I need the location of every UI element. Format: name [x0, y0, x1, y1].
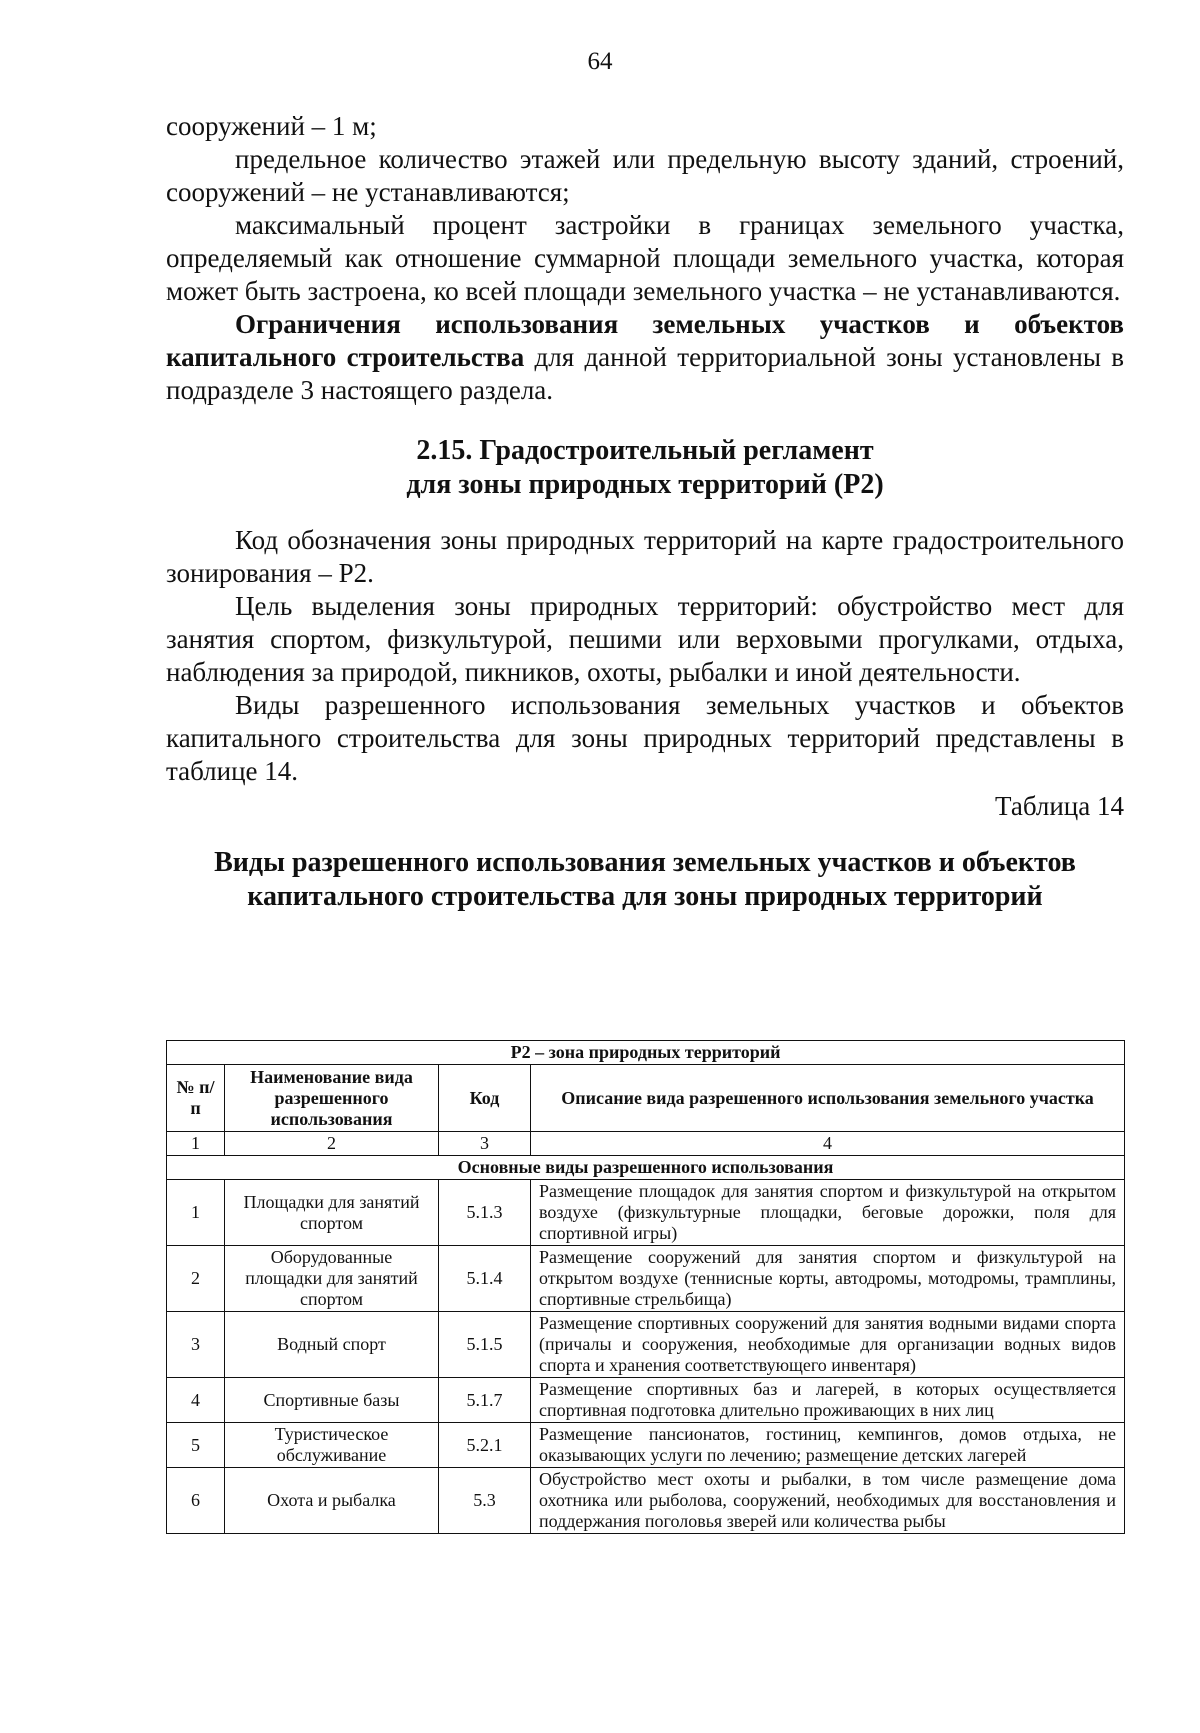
- zone-header: Р2 – зона природных территорий: [167, 1041, 1125, 1065]
- row-num: 1: [167, 1180, 225, 1246]
- row-name: Туристическое обслуживание: [225, 1423, 439, 1468]
- section-paragraph-3: Виды разрешенного использования земельных участков и объектов капитального строительства для зоны природных территорий представлены в таблице 14.: [166, 690, 1124, 786]
- row-desc: Размещение спортивных сооружений для занятия водными видами спорта (причалы и сооружения, необходимые для организации водных видов спорта и хранения соответствующего инвентаря): [531, 1312, 1125, 1378]
- row-desc: Размещение площадок для занятия спортом и физкультурой на открытом воздухе (физкультурные площадки, беговые дорожки, поля для спортивной игры): [531, 1180, 1125, 1246]
- land-use-table: [166, 1040, 1125, 1534]
- row-name: Охота и рыбалка: [225, 1468, 439, 1534]
- row-desc: Размещение пансионатов, гостиниц, кемпингов, домов отдыха, не оказывающих услуги по лечению; размещение детских лагерей: [531, 1423, 1125, 1468]
- zone-header-row: [167, 1041, 1125, 1065]
- row-num: 5: [167, 1423, 225, 1468]
- column-number-row: [167, 1132, 1125, 1156]
- paragraph-1: сооружений – 1 м;: [166, 111, 377, 141]
- table-title-line-2: капитального строительства для зоны природных территорий: [247, 881, 1043, 912]
- header-desc: Описание вида разрешенного использования земельного участка: [531, 1065, 1125, 1132]
- row-num: 6: [167, 1468, 225, 1534]
- page-number: 64: [587, 48, 613, 75]
- table-row: [167, 1378, 1125, 1423]
- column-number: 4: [531, 1132, 1125, 1156]
- paragraph-2: предельное количество этажей или предельную высоту зданий, строений, сооружений – не устанавливаются;: [166, 144, 1124, 207]
- table-title: [166, 846, 1124, 914]
- table-title-line-1: Виды разрешенного использования земельных участков и объектов: [214, 847, 1076, 878]
- table-row: [167, 1468, 1125, 1534]
- section-paragraph-1: Код обозначения зоны природных территорий на карте градостроительного зонирования – Р2.: [166, 525, 1124, 588]
- row-desc: Обустройство мест охоты и рыбалки, в том числе размещение дома охотника или рыболова, сооружений, необходимых для восстановления и поддержания поголовья зверей или количества рыбы: [531, 1468, 1125, 1534]
- paragraph-4: [166, 308, 1124, 407]
- header-code: Код: [439, 1065, 531, 1132]
- row-code: 5.1.4: [439, 1246, 531, 1312]
- column-number: 2: [225, 1132, 439, 1156]
- row-code: 5.1.7: [439, 1378, 531, 1423]
- row-name: Водный спорт: [225, 1312, 439, 1378]
- section-paragraph-2: Цель выделения зоны природных территорий: обустройство мест для занятия спортом, физкультурой, пешими или верховыми прогулками, отдыха, наблюдения за природой, пикников, охоты, рыбалки и иной деятельности.: [166, 591, 1124, 687]
- group-header-row: [167, 1156, 1125, 1180]
- section-title: [166, 434, 1124, 502]
- row-num: 2: [167, 1246, 225, 1312]
- row-name: Площадки для занятий спортом: [225, 1180, 439, 1246]
- column-header-row: [167, 1065, 1125, 1132]
- column-number: 3: [439, 1132, 531, 1156]
- section-title-line-2: для зоны природных территорий (Р2): [406, 469, 884, 500]
- table-label: Таблица 14: [995, 791, 1124, 821]
- row-num: 4: [167, 1378, 225, 1423]
- header-num: № п/п: [167, 1065, 225, 1132]
- paragraph-4-rest: для данной территориальной зоны установлены в подразделе 3 настоящего раздела.: [166, 342, 1124, 405]
- table-row: [167, 1246, 1125, 1312]
- paragraph-4-bold: Ограничения использования земельных участков и объектов капитального строительства: [166, 309, 1124, 372]
- table-row: [167, 1180, 1125, 1246]
- table-row: [167, 1312, 1125, 1378]
- row-code: 5.1.3: [439, 1180, 531, 1246]
- row-desc: Размещение спортивных баз и лагерей, в которых осуществляется спортивная подготовка длительно проживающих в них лиц: [531, 1378, 1125, 1423]
- row-name: Спортивные базы: [225, 1378, 439, 1423]
- row-code: 5.3: [439, 1468, 531, 1534]
- row-desc: Размещение сооружений для занятия спортом и физкультурой на открытом воздухе (теннисные корты, автодромы, мотодромы, трамплины, спортивные стрельбища): [531, 1246, 1125, 1312]
- row-code: 5.2.1: [439, 1423, 531, 1468]
- paragraph-3: максимальный процент застройки в границах земельного участка, определяемый как отношение суммарной площади земельного участка, которая может быть застроена, ко всей площади земельного участка – не устанавливаются.: [166, 210, 1124, 306]
- row-code: 5.1.5: [439, 1312, 531, 1378]
- row-num: 3: [167, 1312, 225, 1378]
- body-text: [166, 110, 1124, 939]
- group-header: Основные виды разрешенного использования: [167, 1156, 1125, 1180]
- table-row: [167, 1423, 1125, 1468]
- header-name: Наименование вида разрешенного использования: [225, 1065, 439, 1132]
- row-name: Оборудованные площадки для занятий спортом: [225, 1246, 439, 1312]
- section-title-line-1: 2.15. Градостроительный регламент: [416, 435, 874, 466]
- column-number: 1: [167, 1132, 225, 1156]
